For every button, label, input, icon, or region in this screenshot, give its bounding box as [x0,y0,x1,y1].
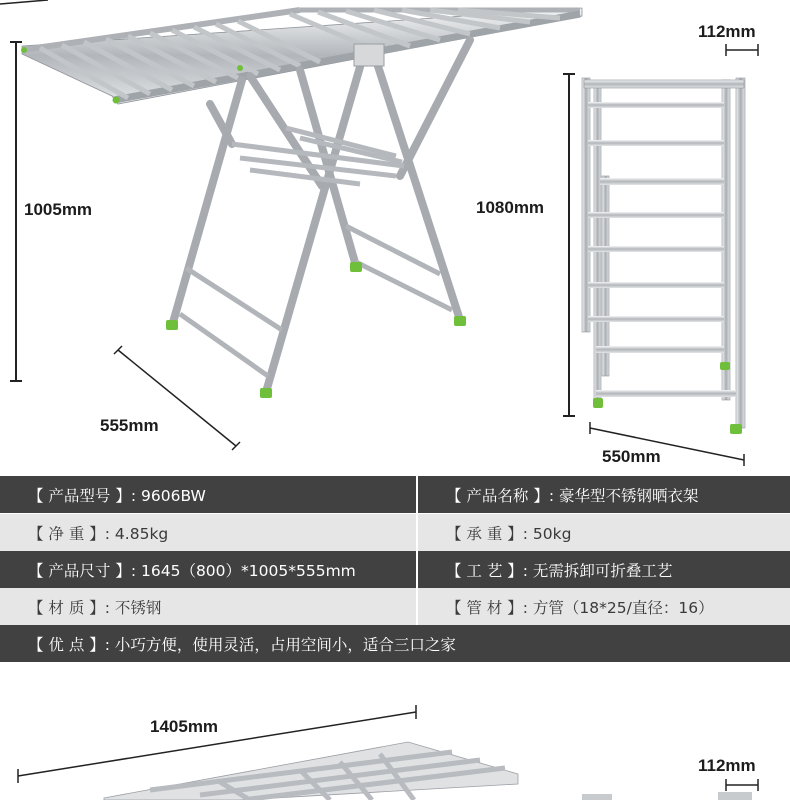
spec-row-size [0,551,790,588]
height-label-1080: 1080mm [476,198,545,217]
depth-label-555: 555mm [100,416,159,435]
spec-row-advantages [0,625,790,662]
height-label-1005: 1005mm [24,200,93,219]
spec-row-model [0,476,790,513]
spec-product-name: 【 产品名称 】: 豪华型不锈钢晒衣架 [446,486,699,505]
spec-row-material [0,588,790,625]
folded-rack-drawing [563,44,758,466]
unfolded-rack-drawing [0,0,582,450]
thickness-label-112-top: 112mm [698,22,756,41]
spec-tubing: 【 管 材 】: 方管（18*25/直径：16） [446,598,714,617]
length-label-1405: 1405mm [150,717,219,736]
thickness-label-112-bottom: 112mm [698,756,756,775]
spec-model: 【 产品型号 】: 9606BW [28,486,206,505]
spec-size: 【 产品尺寸 】: 1645（800）*1005*555mm [28,561,356,580]
spec-advantages: 【 优 点 】: 小巧方便，使用灵活，占用空间小，适合三口之家 [28,635,456,654]
spec-material: 【 材 质 】: 不锈钢 [28,598,162,617]
width-label-550: 550mm [602,447,661,466]
spec-row-weight [0,514,790,551]
spec-process: 【 工 艺 】: 无需拆卸可折叠工艺 [446,561,673,580]
spec-net-weight: 【 净 重 】: 4.85kg [28,524,169,543]
spec-load-capacity: 【 承 重 】: 50kg [446,524,572,543]
long-rack-drawing [18,705,758,800]
